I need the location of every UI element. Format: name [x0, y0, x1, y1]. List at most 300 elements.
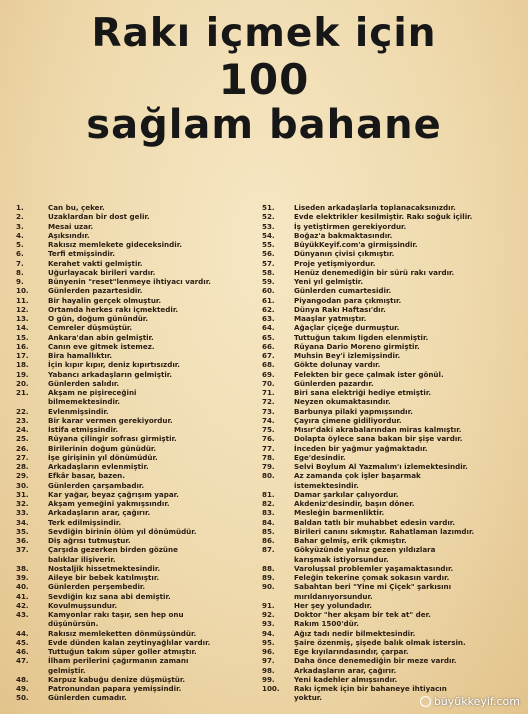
- list-item: [16, 573, 266, 582]
- list-item: [262, 656, 512, 665]
- list-item-text: Akşam yemeğini yakmışsındır.: [48, 499, 170, 508]
- list-item-text: Ege kıyılarındasındır, çarpar.: [294, 647, 409, 656]
- list-item-number: 79.: [262, 462, 275, 471]
- list-item-number: 5.: [16, 240, 24, 249]
- list-item-number: 70.: [262, 378, 275, 388]
- list-item: [262, 453, 512, 462]
- list-item: [262, 286, 512, 295]
- list-item: [16, 425, 266, 434]
- list-item-text: Bünyenin "reset"lenmeye ihtiyacı vardır.: [48, 277, 211, 286]
- list-item: [16, 286, 266, 295]
- list-item-text: Baldan tatlı bir muhabbet edesin vardır.: [294, 517, 456, 527]
- list-item-text: Terfi etmişsindir.: [48, 249, 116, 259]
- list-item-number: 28.: [16, 462, 29, 471]
- list-item-number: 66.: [262, 341, 275, 351]
- watermark: [420, 695, 520, 708]
- list-item: [262, 471, 512, 490]
- list-item: [16, 453, 266, 462]
- list-item: [16, 388, 266, 407]
- title-block: [0, 11, 528, 148]
- list-item: [16, 508, 266, 517]
- list-item-text: Liseden arkadaşlarla toplanacaksınızdır.: [294, 203, 456, 212]
- list-item: [262, 444, 512, 453]
- list-item-number: 16.: [16, 341, 29, 351]
- list-item: [262, 425, 512, 434]
- list-item: [262, 296, 512, 305]
- list-item-text: Doktor "her akşam bir tek at" der.: [294, 610, 431, 619]
- list-item-text: Günlerden salıdır.: [48, 378, 120, 388]
- list-item: [16, 564, 266, 573]
- list-item-text: Dünyanın çivisi çıkmıştır.: [294, 249, 395, 259]
- list-item-text: Karpuz kabuğu denize düşmüştür.: [48, 674, 186, 684]
- list-item: [262, 490, 512, 499]
- list-item-number: 42.: [16, 600, 29, 610]
- list-item: [16, 333, 266, 342]
- list-item-number: 40.: [16, 582, 29, 592]
- list-item-number: 31.: [16, 489, 29, 499]
- list-item-number: 9.: [16, 277, 24, 286]
- list-item: [16, 490, 266, 499]
- list-item-number: 22.: [16, 406, 29, 416]
- list-item-text: Çayıra çimene gidiliyordur.: [294, 415, 402, 425]
- list-item-text: Dolapta öylece sana bakan bir şişe vardır.: [294, 434, 463, 444]
- list-item-text: Yeni yıl gelmiştir.: [294, 277, 364, 286]
- list-item: [262, 573, 512, 582]
- list-item-text: Aileye bir bebek katılmıştır.: [48, 573, 160, 582]
- list-item: [262, 370, 512, 379]
- list-item-number: 47.: [16, 656, 29, 666]
- title-line-3: sağlam bahane: [86, 102, 442, 148]
- list-item-text: Varoluşsal problemler yaşamaktasındır.: [294, 563, 454, 573]
- list-left-column: [16, 203, 266, 703]
- list-item-text: Kerahet vakti gelmiştir.: [48, 258, 143, 268]
- list-item-number: 14.: [16, 323, 29, 333]
- list-item-text: Cemreler düşmüştür.: [48, 323, 133, 333]
- list-item: [16, 268, 266, 277]
- list-item-text: Rüyana çilingir sofrası girmiştir.: [48, 434, 177, 444]
- list-item-text: Bira hamallıktır.: [48, 351, 113, 360]
- list-item-number: 53.: [262, 221, 275, 231]
- list-item-text: Biri sana elektriği hediye etmiştir.: [294, 388, 432, 397]
- list-item-text: Boğaz'a bakmaktasındır.: [294, 230, 393, 240]
- list-item-number: 84.: [262, 517, 275, 527]
- list-item-number: 38.: [16, 563, 29, 573]
- list-item-number: 44.: [16, 628, 29, 638]
- list-item-text: Nostaljik hissetmektesindir.: [48, 563, 161, 573]
- list-item-text: Henüz denemediğin bir sürü rakı vardır.: [294, 267, 455, 277]
- list-item-number: 32.: [16, 499, 29, 508]
- list-item-text: Felekten bir gece çalmak ister gönül.: [294, 369, 444, 379]
- list-item-text: Kar yağar, beyaz çağrışım yapar.: [48, 489, 179, 499]
- list-item-number: 69.: [262, 369, 275, 379]
- list-item-number: 20.: [16, 378, 29, 388]
- list-item: [262, 231, 512, 240]
- list-item: [16, 222, 266, 231]
- list-item-text: Ağız tadı nedir bilmektesindir.: [294, 628, 416, 638]
- list-item-text: Mesai uzar.: [48, 221, 94, 231]
- list-item-number: 12.: [16, 304, 29, 314]
- list-item-text: Dünya Rakı Haftası'dır.: [294, 304, 386, 314]
- list-item: [262, 462, 512, 471]
- list-item-text: Sevdiğin birinin ölüm yıl dönümüdür.: [48, 526, 197, 536]
- list-item-text: Patronundan papara yemişsindir.: [48, 684, 182, 693]
- list-item-text: Günlerden çarşambadır.: [48, 480, 145, 490]
- list-item-number: 6.: [16, 249, 24, 259]
- list-item-text: Selvi Boylum Al Yazmalım'ı izlemektesindir.: [294, 462, 468, 471]
- list-item-number: 95.: [262, 637, 275, 647]
- list-item-number: 36.: [16, 536, 29, 545]
- list-item-number: 72.: [262, 397, 275, 407]
- list-item: [16, 296, 266, 305]
- list-item: [262, 434, 512, 443]
- list-item: [262, 675, 512, 684]
- list-item-text: Her şey yolundadır.: [294, 600, 372, 610]
- list-item-number: 56.: [262, 249, 275, 259]
- list-item: [16, 323, 266, 332]
- list-item-text: Evde dünden kalan zeytinyağlılar vardır.: [48, 637, 211, 647]
- list-item: [262, 314, 512, 323]
- list-item-number: 97.: [262, 656, 275, 666]
- list-item-number: 75.: [262, 425, 275, 434]
- list-item-text: Neyzen okumaktasındır.: [294, 397, 391, 407]
- list-item-number: 92.: [262, 610, 275, 619]
- list-item-text: Ağaçlar çiçeğe durmuştur.: [294, 323, 400, 333]
- list-item-number: 99.: [262, 674, 275, 684]
- list-item-number: 25.: [16, 434, 29, 444]
- list-item: [262, 564, 512, 573]
- list-item-number: 43.: [16, 610, 29, 619]
- list-item: [262, 638, 512, 647]
- list-item-number: 30.: [16, 480, 29, 490]
- list-item-number: 24.: [16, 425, 29, 434]
- list-item-text: Mesleğin barmenliktir.: [294, 508, 385, 518]
- list-item-number: 89.: [262, 573, 275, 582]
- list-item-text: Bir hayalin gerçek olmuştur.: [48, 295, 162, 305]
- list-item-text: O gün, doğum günündür.: [48, 314, 149, 323]
- list-item-number: 78.: [262, 452, 275, 462]
- list-item-number: 67.: [262, 351, 275, 360]
- list-item-text: Sabahtan beri "Yine mi Çiçek" şarkısını mırıldanıyorsundur.: [294, 582, 452, 601]
- list-item-number: 19.: [16, 369, 29, 379]
- list-item: [16, 647, 266, 656]
- list-item-number: 60.: [262, 286, 275, 296]
- list-item-text: Rakı içmek için bir bahaneye ihtiyacın yoktur.: [294, 684, 447, 703]
- list-item-number: 21.: [16, 388, 29, 397]
- list-item: [16, 601, 266, 610]
- list-item-text: İnceden bir yağmur yağmaktadır.: [294, 443, 428, 453]
- list-item-text: Günlerden pazardır.: [294, 378, 374, 388]
- list-item-text: İş yetiştirmen gerekiyordur.: [294, 221, 407, 231]
- list-item-text: Günlerden cumadır.: [48, 693, 127, 703]
- list-item: [16, 582, 266, 591]
- list-item-number: 49.: [16, 684, 29, 693]
- list-item: [16, 499, 266, 508]
- list-item: [262, 249, 512, 258]
- list-item: [16, 536, 266, 545]
- list-item-text: Günlerden cumartesidir.: [294, 286, 392, 296]
- list-item-text: Mısır'daki akrabalarından miras kalmıştır.: [294, 425, 462, 434]
- list-item: [262, 203, 512, 212]
- list-item: [262, 277, 512, 286]
- list-item: [262, 360, 512, 369]
- list-item-text: Evlenmişsindir.: [48, 406, 109, 416]
- list-item-number: 15.: [16, 332, 29, 342]
- list-item-text: Rakısız memleketten dönmüşsündür.: [48, 628, 197, 638]
- list-item: [16, 249, 266, 258]
- list-item-text: Aşıksındır.: [48, 230, 90, 240]
- list-item-text: Arkadaşların arar, çağırır.: [48, 508, 151, 518]
- list-item: [16, 592, 266, 601]
- list-item-number: 71.: [262, 388, 275, 397]
- list-item-text: İstifa etmişsindir.: [48, 425, 119, 434]
- list-item-number: 26.: [16, 443, 29, 453]
- list-item-text: Kovulmuşsundur.: [48, 600, 118, 610]
- list-item: [262, 582, 512, 601]
- list-item: [16, 518, 266, 527]
- list-item: [262, 666, 512, 675]
- list-item: [16, 370, 266, 379]
- list-item-number: 1.: [16, 203, 24, 212]
- list-item: [262, 222, 512, 231]
- title-line-2: 100: [218, 55, 310, 104]
- list-item-number: 39.: [16, 573, 29, 582]
- list-item-text: Ege'desindir.: [294, 452, 346, 462]
- list-item: [262, 323, 512, 332]
- list-item-number: 73.: [262, 406, 275, 416]
- list-item-text: Akşam ne pişireceğini bilmemektesindir.: [48, 388, 137, 407]
- list-item-number: 2.: [16, 212, 24, 222]
- list-item: [16, 545, 266, 564]
- list-item: [262, 305, 512, 314]
- list-item-number: 83.: [262, 508, 275, 518]
- list-item-number: 93.: [262, 619, 275, 629]
- list-item-number: 82.: [262, 499, 275, 508]
- list-item: [262, 647, 512, 656]
- list-item-text: Günlerden pazartesidir.: [48, 286, 143, 296]
- list-item-number: 80.: [262, 471, 275, 481]
- list-item-number: 4.: [16, 230, 24, 240]
- list-item-text: Bir karar vermen gerekiyordur.: [48, 415, 173, 425]
- list-item-text: Akdeniz'desindir, başın döner.: [294, 499, 415, 508]
- list-item-number: 77.: [262, 443, 275, 453]
- list-item: [16, 351, 266, 360]
- list-item-number: 41.: [16, 591, 29, 601]
- list-item-number: 63.: [262, 314, 275, 323]
- list-item-text: Uzaklardan bir dost gelir.: [48, 212, 150, 222]
- list-item: [16, 638, 266, 647]
- list-item: [262, 610, 512, 619]
- list-item: [262, 240, 512, 249]
- list-item-text: Feleğin tekerine çomak sokasın vardır.: [294, 573, 450, 582]
- list-item-text: Diş ağrısı tutmuştur.: [48, 536, 131, 545]
- list-item: [16, 240, 266, 249]
- list-item: [262, 619, 512, 628]
- list-item: [262, 527, 512, 536]
- list-right-column: [262, 203, 512, 703]
- list-item-number: 87.: [262, 545, 275, 555]
- watermark-text: büyükkeyif.com: [433, 695, 520, 708]
- list-item-text: Maaşlar yatmıştır.: [294, 314, 367, 323]
- list-item: [262, 545, 512, 564]
- list-item-number: 11.: [16, 295, 29, 305]
- list-item: [16, 231, 266, 240]
- list-item-text: Şaire özenmiş, şişede balık olmak istersin.: [294, 637, 466, 647]
- list-item-number: 54.: [262, 230, 275, 240]
- list-item-text: Çarşıda gezerken birden gözüne balıklar ilişiverir.: [48, 545, 178, 564]
- list-item-number: 62.: [262, 304, 275, 314]
- list-item-number: 64.: [262, 323, 275, 333]
- list-item-text: Kamyonlar rakı taşır, sen hep onu düşünürsün.: [48, 610, 184, 629]
- list-item-number: 35.: [16, 526, 29, 536]
- list-item: [262, 499, 512, 508]
- list-item-number: 76.: [262, 434, 275, 444]
- list-item: [16, 471, 266, 480]
- list-item-text: Tuttuğun takım süper goller atmıştır.: [48, 647, 197, 656]
- list-item: [16, 212, 266, 221]
- list-item-number: 34.: [16, 517, 29, 527]
- list-item-number: 81.: [262, 489, 275, 499]
- list-item: [16, 305, 266, 314]
- list-item-number: 27.: [16, 452, 29, 462]
- list-item-text: Ankara'dan abin gelmiştir.: [48, 332, 154, 342]
- list-item-number: 52.: [262, 212, 275, 222]
- list-item-number: 10.: [16, 286, 29, 296]
- list-item-number: 65.: [262, 332, 275, 342]
- list-item-text: Birileri canını sıkmıştır. Rahatlaman lazımdır.: [294, 526, 475, 536]
- list-item-number: 96.: [262, 647, 275, 656]
- list-item-number: 50.: [16, 693, 29, 703]
- list-item-text: Yabancı arkadaşların gelmiştir.: [48, 369, 173, 379]
- list-item-text: Canın eve gitmek istemez.: [48, 341, 155, 351]
- list-item-text: Rakısız memlekete gideceksindir.: [48, 240, 182, 249]
- list-item-number: 48.: [16, 674, 29, 684]
- list-item-number: 3.: [16, 221, 24, 231]
- list-item-text: Az zamanda çok işler başarmak istemektesindir.: [294, 471, 421, 490]
- list-item: [16, 656, 266, 675]
- list-item: [16, 379, 266, 388]
- list-item: [16, 481, 266, 490]
- list-item-text: Birilerinin doğum günüdür.: [48, 443, 157, 453]
- list-item-number: 59.: [262, 277, 275, 286]
- list-item-text: BüyükKeyif.com'a girmişsindir.: [294, 240, 418, 249]
- list-item-text: Can bu, çeker.: [48, 203, 105, 212]
- list-item: [16, 675, 266, 684]
- list-item-number: 68.: [262, 360, 275, 370]
- list-item-number: 51.: [262, 203, 275, 212]
- list-item-number: 18.: [16, 360, 29, 370]
- list-item-number: 85.: [262, 526, 275, 536]
- list-item-text: Damar şarkılar çalıyordur.: [294, 489, 399, 499]
- list-item-number: 94.: [262, 628, 275, 638]
- list-item: [262, 351, 512, 360]
- list-item-number: 100.: [262, 684, 280, 693]
- list-item: [262, 333, 512, 342]
- list-item-number: 55.: [262, 240, 275, 249]
- list-item-text: Evde elektrikler kesilmiştir. Rakı soğuk içilir.: [294, 212, 473, 222]
- list-item-number: 90.: [262, 582, 275, 592]
- list-item: [16, 314, 266, 323]
- list-item: [16, 629, 266, 638]
- list-item-text: Sevdiğin kız sana abi demiştir.: [48, 591, 171, 601]
- list-item: [262, 268, 512, 277]
- list-item-text: Rakım 1500'dür.: [294, 619, 359, 629]
- list-item: [262, 629, 512, 638]
- list-item: [16, 407, 266, 416]
- list-item: [16, 203, 266, 212]
- list-item: [262, 259, 512, 268]
- list-item-number: 29.: [16, 471, 29, 481]
- list-item: [16, 259, 266, 268]
- list-item-text: Uğurlayacak birileri vardır.: [48, 267, 156, 277]
- list-item: [262, 508, 512, 517]
- list-item-number: 86.: [262, 536, 275, 545]
- list-item-number: 61.: [262, 295, 275, 305]
- list-item: [262, 397, 512, 406]
- list-item: [16, 684, 266, 693]
- list-item: [262, 342, 512, 351]
- list-item-number: 46.: [16, 647, 29, 656]
- list-item-text: Proje yetişmiyordur.: [294, 258, 376, 268]
- list-item-number: 23.: [16, 415, 29, 425]
- list-item-text: Yeni kadehler almışsındır.: [294, 674, 398, 684]
- list-item: [262, 416, 512, 425]
- list-item-text: Barbunya pilaki yapmışsındır.: [294, 406, 413, 416]
- list-item-text: Ortamda herkes rakı içmektedir.: [48, 304, 179, 314]
- list-item-text: Muhsin Bey'i izlemişsindir.: [294, 351, 401, 360]
- list-item-text: Tuttuğun takım ligden elenmiştir.: [294, 332, 429, 342]
- list-item: [16, 462, 266, 471]
- list-item: [16, 342, 266, 351]
- list-item: [16, 434, 266, 443]
- list-item: [16, 444, 266, 453]
- list-item-text: Gökyüzünde yalnız gezen yıldızlara karışmak istiyorsundur.: [294, 545, 436, 564]
- list-item-text: Günlerden perşembedir.: [48, 582, 146, 592]
- list-item-text: İlham perilerini çağırmanın zamanı gelmiştir.: [48, 656, 189, 675]
- list-item: [16, 360, 266, 369]
- list-item: [16, 610, 266, 629]
- list-item-number: 37.: [16, 545, 29, 555]
- list-item-number: 74.: [262, 415, 275, 425]
- list-item-text: Terk edilmişsindir.: [48, 517, 122, 527]
- list-item-number: 98.: [262, 665, 275, 675]
- list-item-text: İşe girişinin yıl dönümüdür.: [48, 452, 158, 462]
- list-item: [16, 277, 266, 286]
- list-item-number: 57.: [262, 258, 275, 268]
- list-item-number: 7.: [16, 258, 24, 268]
- list-item-text: Daha önce denemediğin bir meze vardır.: [294, 656, 457, 666]
- list-item: [16, 416, 266, 425]
- list-item-text: İçin kıpır kıpır, deniz kıpırtısızdır.: [48, 360, 180, 370]
- title-line-1: Rakı içmek için: [91, 11, 437, 56]
- list-item-text: Gökte dolunay vardır.: [294, 360, 381, 370]
- list-item: [262, 407, 512, 416]
- list-item-text: Arkadaşların arar, çağırır.: [294, 665, 397, 675]
- list-item: [262, 212, 512, 221]
- list-item-text: Arkadaşların evlenmiştir.: [48, 462, 149, 471]
- list-item: [262, 601, 512, 610]
- globe-icon: [420, 696, 431, 707]
- list-item: [16, 693, 266, 702]
- list-item-text: Bahar gelmiş, erik çıkmıştır.: [294, 536, 407, 545]
- list-item: [262, 379, 512, 388]
- list-item: [262, 518, 512, 527]
- list-item-text: Piyangodan para çıkmıştır.: [294, 295, 402, 305]
- list-item-number: 33.: [16, 508, 29, 518]
- list-item: [16, 527, 266, 536]
- list-item-number: 8.: [16, 267, 24, 277]
- list-item-text: Rüyana Dario Moreno girmiştir.: [294, 341, 420, 351]
- list-item-number: 45.: [16, 637, 29, 647]
